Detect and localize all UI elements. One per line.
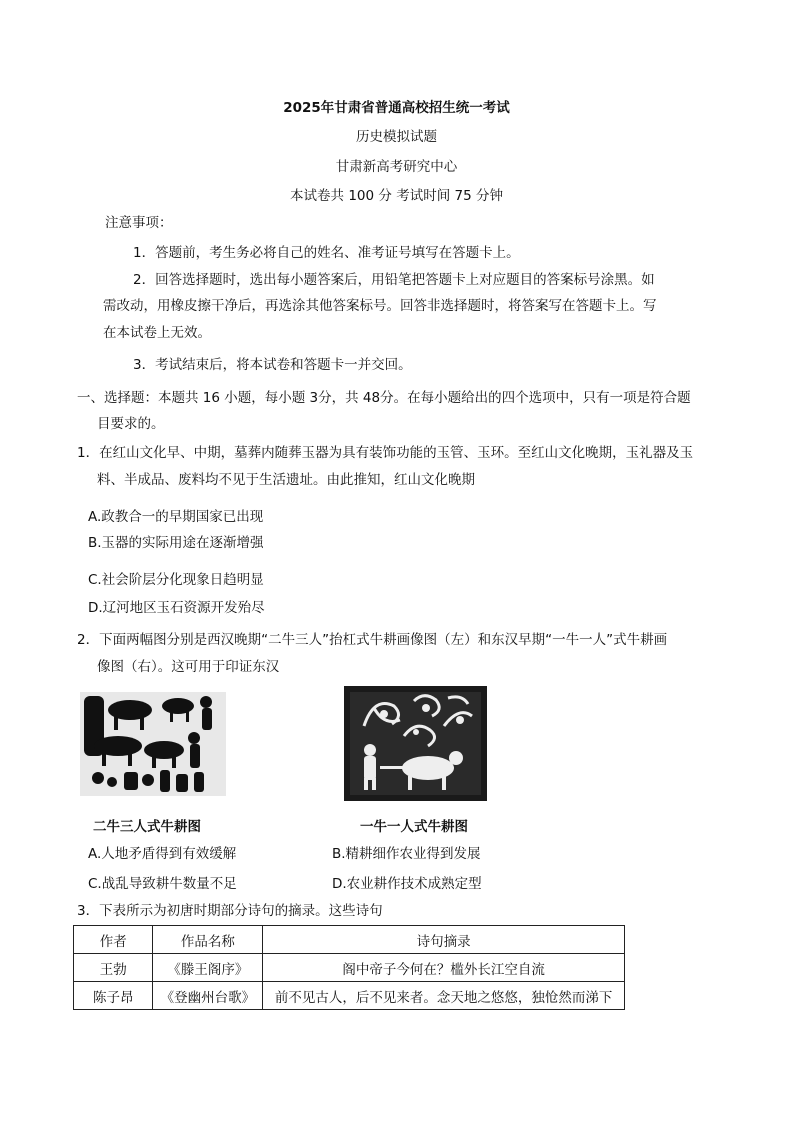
table-cell-work: 《滕王阁序》: [153, 954, 263, 982]
exam-subject: 历史模拟试题: [356, 129, 437, 145]
note-item-3: 3．考试结束后，将本试卷和答题卡一并交回。: [133, 357, 412, 373]
q2-option-b: B.精耕细作农业得到发展: [332, 846, 481, 862]
table-cell-author: 王勃: [74, 954, 153, 982]
table-cell-author: 陈子昂: [74, 982, 153, 1010]
poem-table: [73, 925, 625, 1010]
note-item-2-line1: 2．回答选择题时，选出每小题答案后，用铅笔把答题卡上对应题目的答案标号涂黑。如: [133, 272, 655, 288]
table-header-author: 作者: [74, 926, 153, 954]
caption-left: 二牛三人式牛耕图: [93, 819, 201, 835]
q2-stem-line1: 2．下面两幅图分别是西汉晚期“二牛三人”抬杠式牛耕画像图（左）和东汉早期“一牛一人”式牛耕画: [77, 632, 668, 648]
note-item-2-line3: 在本试卷上无效。: [103, 325, 211, 341]
note-item-1: 1．答题前，考生务必将自己的姓名、准考证号填写在答题卡上。: [133, 245, 520, 261]
one-ox-plowing-drawing: [344, 686, 487, 801]
q2-option-a: A.人地矛盾得到有效缓解: [88, 846, 237, 862]
q2-option-c: C.战乱导致耕牛数量不足: [88, 876, 237, 892]
q1-option-c: C.社会阶层分化现象日趋明显: [88, 572, 264, 588]
q1-option-d: D.辽河地区玉石资源开发殆尽: [88, 600, 265, 616]
table-cell-excerpt: 阁中帝子今何在？槛外长江空自流: [263, 954, 625, 982]
q1-stem-line2: 料、半成品、废料均不见于生活遗址。由此推知，红山文化晚期: [97, 472, 475, 488]
exam-info: 本试卷共 100 分 考试时间 75 分钟: [290, 188, 503, 204]
notes-heading: 注意事项：: [105, 215, 173, 231]
table-row: [74, 982, 625, 1010]
table-header-row: [74, 926, 625, 954]
exam-organizer: 甘肃新高考研究中心: [335, 159, 458, 175]
exam-title: 2025年甘肃省普通高校招生统一考试: [283, 100, 510, 116]
table-cell-work: 《登幽州台歌》: [153, 982, 263, 1010]
q1-option-a: A.政教合一的早期国家已出现: [88, 509, 264, 525]
q2-option-d: D.农业耕作技术成熟定型: [332, 876, 482, 892]
table-row: [74, 954, 625, 982]
q1-option-b: B.玉器的实际用途在逐渐增强: [88, 535, 264, 551]
table-cell-excerpt: 前不见古人，后不见来者。念天地之悠悠，独怆然而涕下: [263, 982, 625, 1010]
section1-instruction-line1: 一、选择题：本题共 16 小题，每小题 3分，共 48分。在每小题给出的四个选项中，只有一项是符合题: [77, 390, 691, 406]
two-oxen-plowing-image: [78, 690, 228, 798]
q1-stem-line1: 1．在红山文化早、中期，墓葬内随葬玉器为具有装饰功能的玉管、玉环。至红山文化晚期，玉礼器及玉: [77, 445, 694, 461]
q2-stem-line2: 像图（右）。这可用于印证东汉: [97, 659, 280, 675]
two-oxen-plowing-drawing: [78, 690, 228, 798]
table-header-excerpt: 诗句摘录: [263, 926, 625, 954]
q3-stem: 3．下表所示为初唐时期部分诗句的摘录。这些诗句: [77, 903, 383, 919]
section1-instruction-line2: 目要求的。: [97, 416, 165, 432]
note-item-2-line2: 需改动，用橡皮擦干净后，再选涂其他答案标号。回答非选择题时，将答案写在答题卡上。写: [103, 298, 657, 314]
caption-right: 一牛一人式牛耕图: [360, 819, 468, 835]
table-header-work: 作品名称: [153, 926, 263, 954]
one-ox-plowing-image: [344, 686, 487, 801]
